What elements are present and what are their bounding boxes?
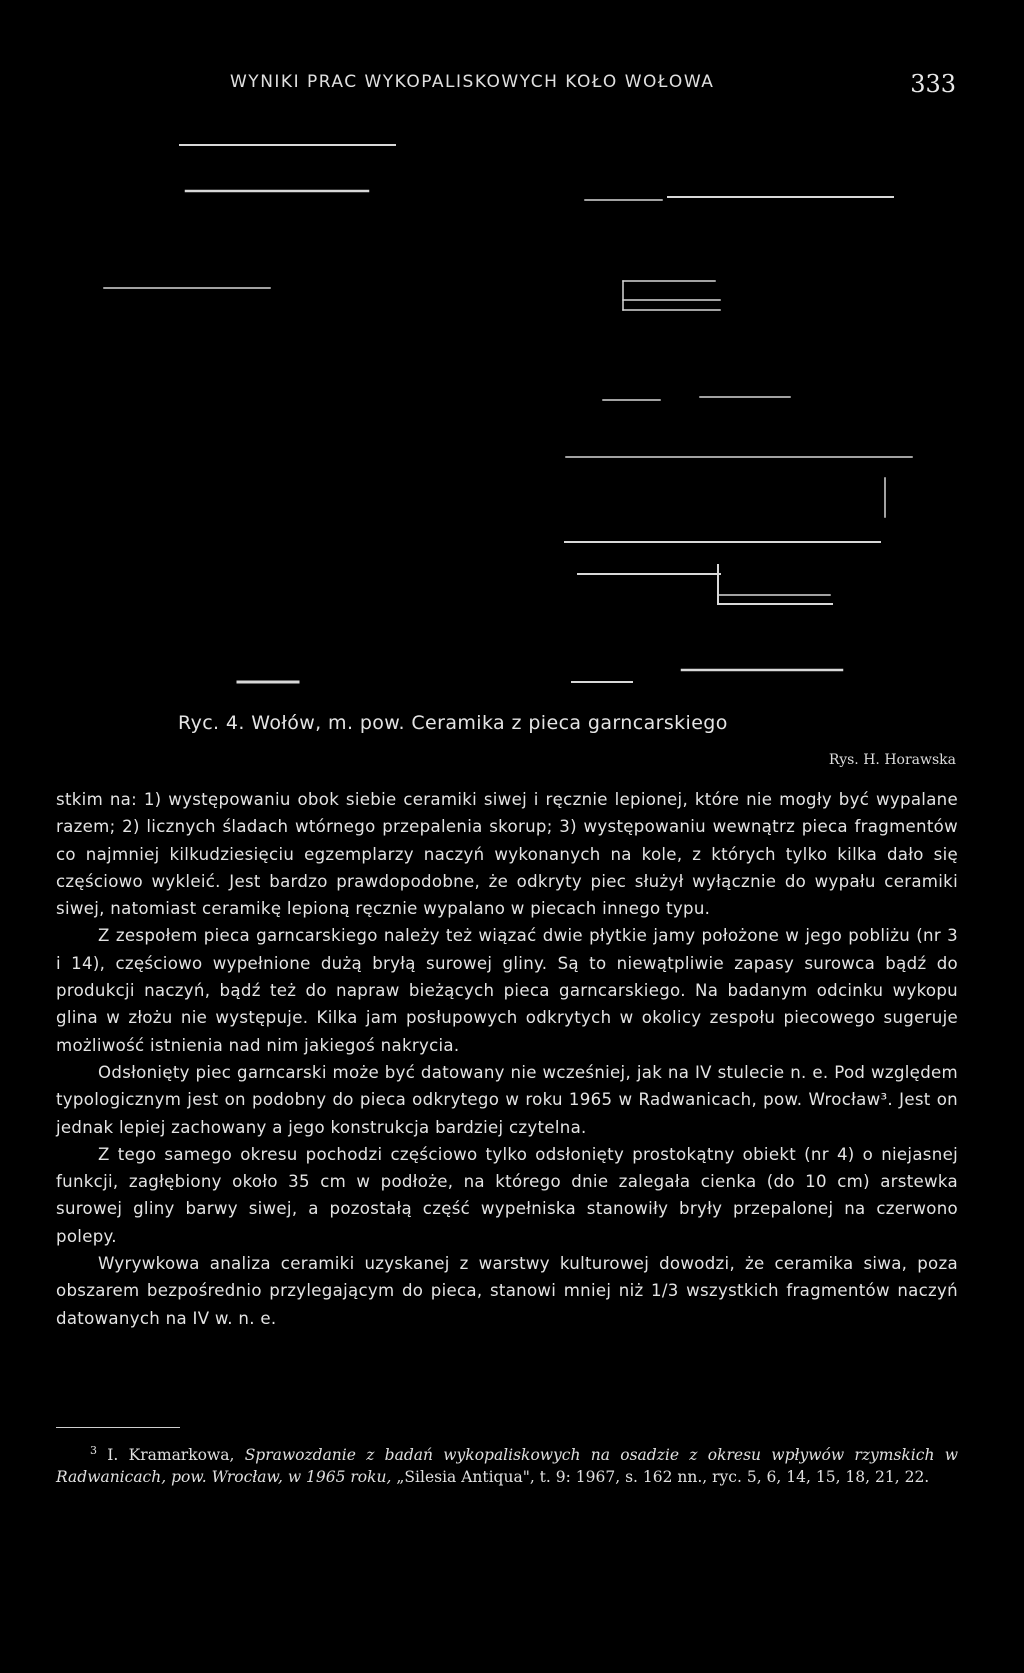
footnote-rest: „Silesia Antiqua", t. 9: 1967, s. 162 nn., ryc. 5, 6, 14, 15, 18, 21, 22.	[396, 1467, 930, 1486]
body-text	[56, 786, 958, 1332]
footnote	[56, 1440, 958, 1488]
paragraph: stkim na: 1) występowaniu obok siebie ceramiki siwej i ręcznie lepionej, które nie mogły być wypalane razem; 2) licznych śladach wtórnego przepalenia skorup; 3) występowaniu wewnątrz pieca fragmentów co najmniej kilkudziesięciu egzemplarzy naczyń wykonanych na kole, z których tylko kilka dało się częściowo wykleić. Jest bardzo prawdopodobne, że odkryty piec służył wyłącznie do wypału ceramiki siwej, natomiast ceramikę lepioną ręcznie wypalano w piecach innego typu.	[56, 790, 958, 919]
footnote-author: I. Kramarkowa,	[107, 1446, 235, 1465]
figure-credit: Rys. H. Horawska	[828, 752, 956, 768]
page-number: 333	[910, 70, 956, 98]
footnote-marker: 3	[90, 1444, 97, 1457]
running-head: WYNIKI PRAC WYKOPALISKOWYCH KOŁO WOŁOWA	[230, 72, 715, 92]
paragraph: Z zespołem pieca garncarskiego należy też wiązać dwie płytkie jamy położone w jego pobliżu (nr 3 i 14), częściowo wypełnione dużą bryłą surowej gliny. Są to niewątpliwie zapasy surowca bądź do produkcji naczyń, bądź też do napraw bieżących pieca garncarskiego. Na badanym odcinku wykopu glina w złożu nie występuje. Kilka jam posłupowych odkrytych w okolicy zespołu piecowego sugeruje możliwość istnienia nad nim jakiegoś nakrycia.	[56, 926, 958, 1055]
figure-caption: Ryc. 4. Wołów, m. pow. Ceramika z pieca garncarskiego	[178, 712, 728, 734]
footnote-title: Sprawozdanie z badań wykopaliskowych na osadzie z okresu wpływów rzymskich w Radwanicach, pow. Wrocław, w 1965 roku,	[56, 1446, 958, 1486]
paragraph: Z tego samego okresu pochodzi częściowo tylko odsłonięty prostokątny obiekt (nr 4) o niejasnej funkcji, zagłębiony około 35 cm w podłoże, na którego dnie zalegała cienka (do 10 cm) arstewka surowej gliny barwy siwej, a pozostałą część wypełniska stanowiły bryły przepalonej na czerwono polepy.	[56, 1144, 958, 1246]
footnote-rule	[56, 1427, 180, 1428]
ceramics-figure	[0, 0, 1024, 700]
paragraph: Odsłonięty piec garncarski może być datowany nie wcześniej, jak na IV stulecie n. e. Pod względem typologicznym jest on podobny do pieca odkrytego w roku 1965 w Radwanicach, pow. Wrocław³. Jest on jednak lepiej zachowany a jego konstrukcja bardziej czytelna.	[56, 1062, 958, 1137]
paragraph: Wyrywkowa analiza ceramiki uzyskanej z warstwy kulturowej dowodzi, że ceramika siwa, poza obszarem bezpośrednio przylegającym do pieca, stanowi mniej niż 1/3 wszystkich fragmentów naczyń datowanych na IV w. n. e.	[56, 1254, 958, 1328]
